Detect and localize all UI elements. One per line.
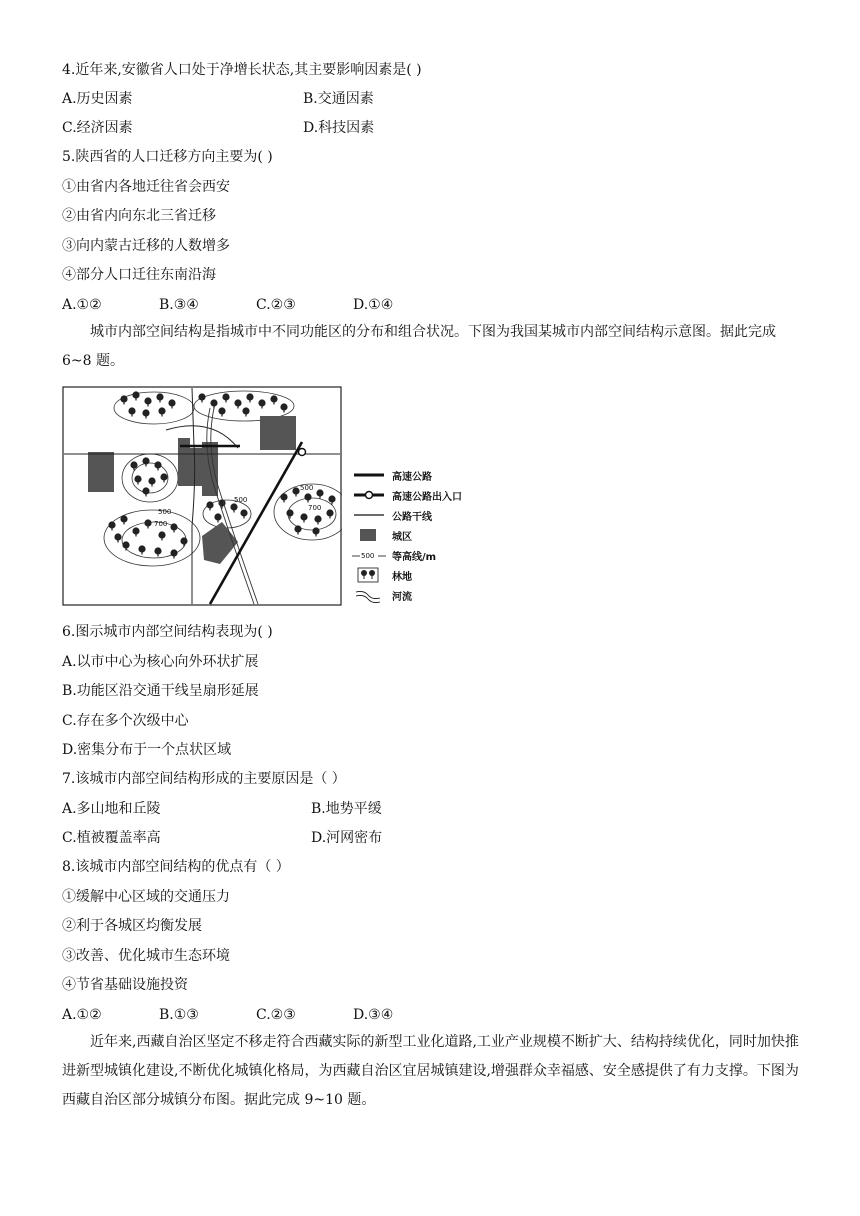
legend-label: 高速公路出入口 xyxy=(392,492,462,503)
q4-option-b: B.交通因素 xyxy=(303,91,374,107)
q4-option-d: D.科技因素 xyxy=(303,120,375,136)
q7-option-a: A.多山地和丘陵 xyxy=(62,801,161,817)
q8-option-a: A.①② xyxy=(62,1007,102,1023)
q6-option-b: B.功能区沿交通干线呈扇形延展 xyxy=(62,683,259,699)
q5-item-2: ②由省内向东北三省迁移 xyxy=(62,208,216,224)
q5-item-4: ④部分人口迁往东南沿海 xyxy=(62,267,216,283)
q4-option-a: A.历史因素 xyxy=(62,91,133,107)
urban-area-icon xyxy=(352,526,386,544)
q8-option-c: C.②③ xyxy=(256,1007,296,1023)
expressway-exit xyxy=(299,449,306,456)
q5-item-1: ①由省内各地迁往省会西安 xyxy=(62,179,230,195)
q7-option-c: C.植被覆盖率高 xyxy=(62,830,161,846)
q5-option-d: D.①④ xyxy=(353,297,394,313)
river-icon xyxy=(352,586,386,604)
legend-row-river xyxy=(352,586,492,604)
legend-label: 林地 xyxy=(392,572,412,583)
contour-label: 700 xyxy=(154,520,168,528)
legend-row-main-road xyxy=(352,506,492,524)
q8-item-3: ③改善、优化城市生态环境 xyxy=(62,948,230,964)
q5-option-a: A.①② xyxy=(62,297,102,313)
q5-option-c: C.②③ xyxy=(256,297,296,313)
contour-sample-label: 500 xyxy=(361,552,375,560)
q6-option-c: C.存在多个次级中心 xyxy=(62,713,189,729)
contour-label: 500 xyxy=(158,508,172,516)
legend-label: 城区 xyxy=(392,532,412,543)
contour-label: 700 xyxy=(308,504,322,512)
question-7-stem: 7.该城市内部空间结构形成的主要原因是（ ） xyxy=(62,771,346,787)
urban-area-northeast xyxy=(260,416,296,450)
q6-option-a: A.以市中心为核心向外环状扩展 xyxy=(62,654,259,670)
legend-row-forest xyxy=(352,566,492,584)
passage-9-10: 近年来,西藏自治区坚定不移走符合西藏实际的新型工业化道路,工业产业规模不断扩大、结构持续优化，同时加快推进新型城镇化建设,不断优化城镇化格局，为西藏自治区宜居城镇建设,增强群众幸福感、安全感提供了有力支撑。下图为西藏自治区部分城镇分布图。据此完成 9~10 题。 xyxy=(62,1034,799,1108)
forest-icon xyxy=(352,566,386,584)
question-6-stem: 6.图示城市内部空间结构表现为( ) xyxy=(62,624,273,640)
q5-option-b: B.③④ xyxy=(159,297,199,313)
question-8-stem: 8.该城市内部空间结构的优点有（ ） xyxy=(62,859,290,875)
question-5-stem: 5.陕西省的人口迁移方向主要为( ) xyxy=(62,149,273,165)
q7-option-d: D.河网密布 xyxy=(311,830,383,846)
expressway-exit-icon xyxy=(352,486,386,504)
legend-row-expressway-exit xyxy=(352,486,492,504)
expressway-icon xyxy=(352,466,386,484)
question-4-stem: 4.近年来,安徽省人口处于净增长状态,其主要影响因素是( ) xyxy=(62,62,422,78)
q8-option-b: B.①③ xyxy=(159,1007,199,1023)
contour-label: 500 xyxy=(300,484,314,492)
legend-label: 高速公路 xyxy=(392,472,432,483)
urban-area-west xyxy=(88,452,114,492)
legend-label: 河流 xyxy=(392,592,412,603)
q8-option-d: D.③④ xyxy=(353,1007,394,1023)
q4-option-c: C.经济因素 xyxy=(62,120,133,136)
city-structure-map xyxy=(62,386,342,606)
legend-row-expressway xyxy=(352,466,492,484)
legend-label: 公路干线 xyxy=(392,512,432,523)
contour-icon xyxy=(352,546,386,564)
q8-item-1: ①缓解中心区域的交通压力 xyxy=(62,889,230,905)
q8-item-2: ②利于各城区均衡发展 xyxy=(62,918,202,934)
contour-label: 500 xyxy=(234,496,248,504)
legend-row-contour xyxy=(352,546,492,564)
main-road-icon xyxy=(352,506,386,524)
q8-item-4: ④节省基础设施投资 xyxy=(62,977,188,993)
passage-6-8: 城市内部空间结构是指城市中不同功能区的分布和组合状况。下图为我国某城市内部空间结构示意图。据此完成 6~8 题。 xyxy=(62,324,776,369)
legend-label: 等高线/m xyxy=(392,552,437,563)
q6-option-d: D.密集分布于一个点状区域 xyxy=(62,742,232,758)
q7-option-b: B.地势平缓 xyxy=(311,801,382,817)
legend-row-urban-area xyxy=(352,526,492,544)
q5-item-3: ③向内蒙古迁移的人数增多 xyxy=(62,238,230,254)
